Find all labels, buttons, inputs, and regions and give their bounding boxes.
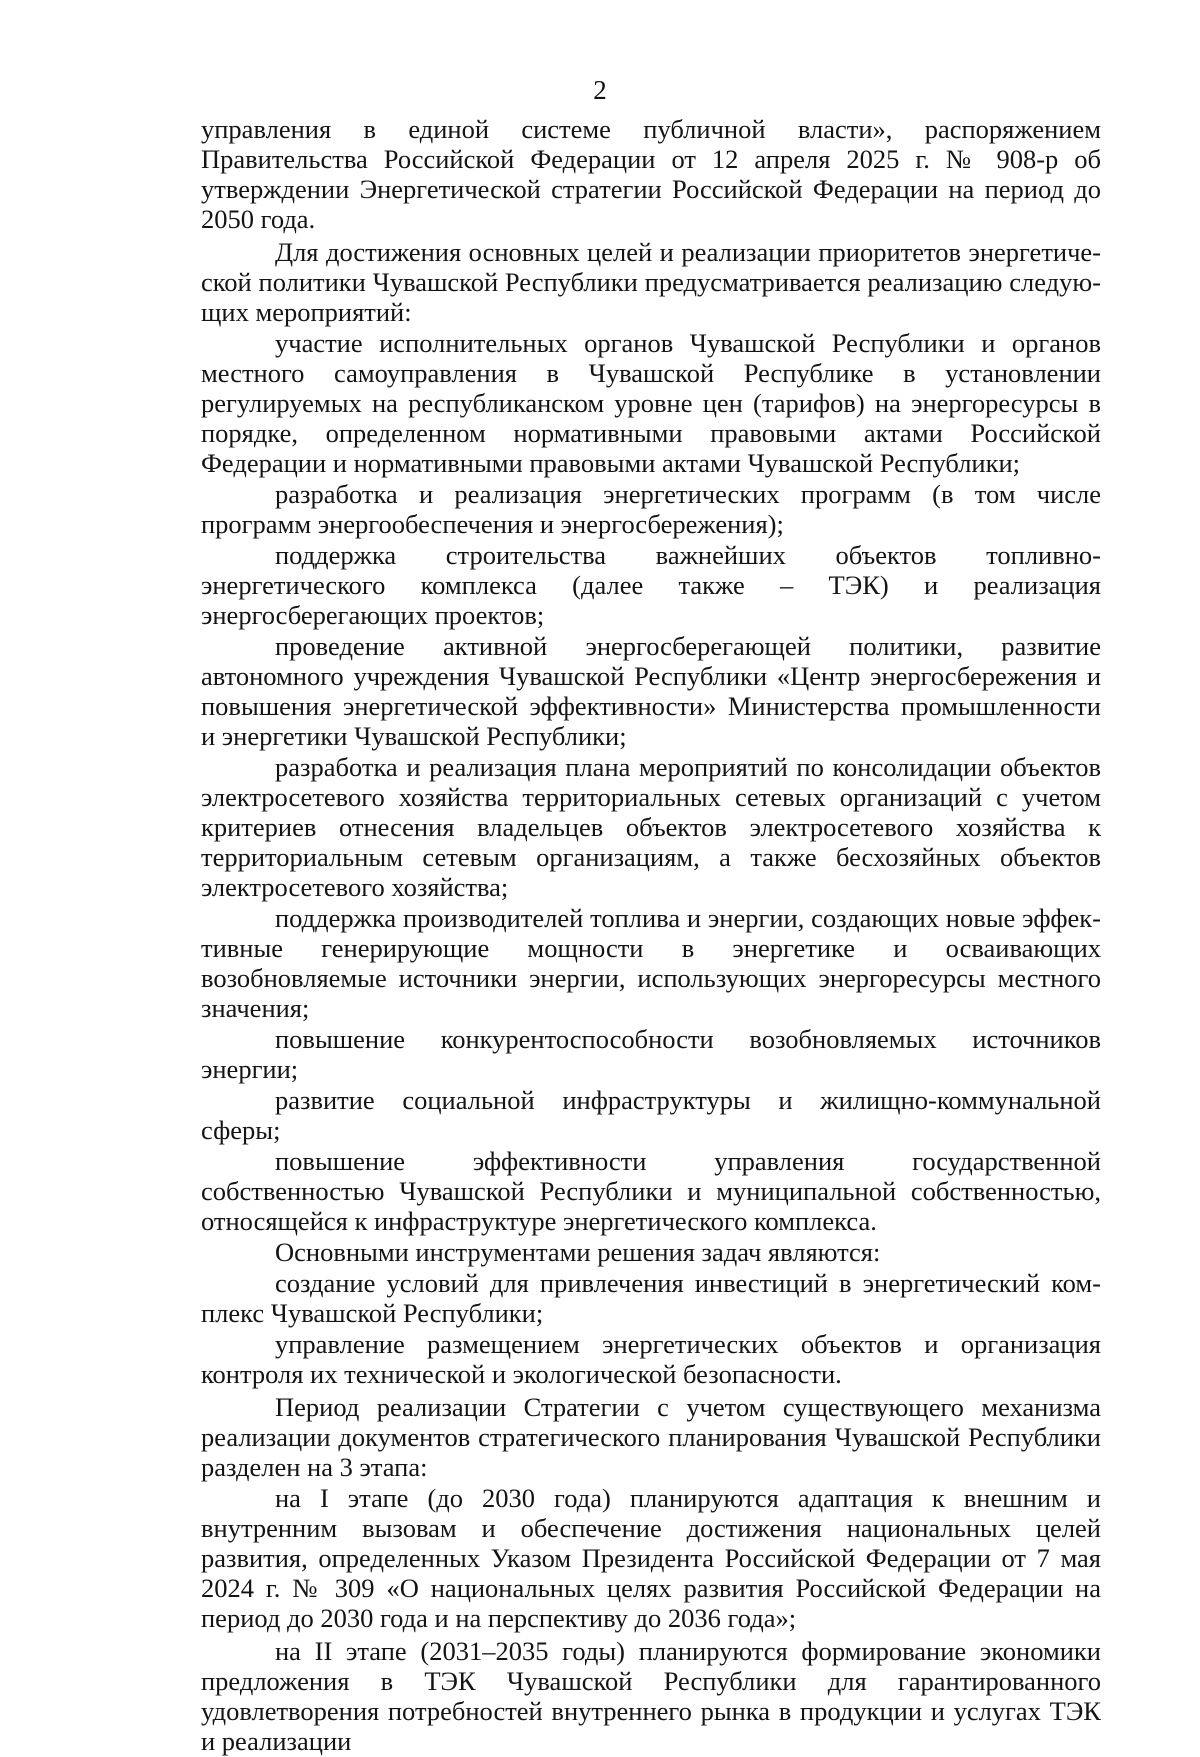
list-item-energy-programs: разработка и реализация энергетических программ (в том числе программ энергообеспечения и энергосбережения); [201,479,1101,539]
list-item-social-infrastructure: развитие социальной инфраструктуры и жилищно-коммунальной сферы; [201,1085,1101,1145]
list-item-stage-1: на I этапе (до 2030 года) планируются адаптация к внешним и внутренним вызовам и обеспечение достижения национальных целей развития, определенных Указом Президента Российской Федерации от 7 мая 2024 г. № 309 «О национальных целях развития Российской Федерации на период до 2030 года и на перспективу до 2036 года»; [201,1483,1101,1633]
paragraph-instruments: Основными инструментами решения задач являются: [275,1237,881,1267]
list-item-stage-2: на II этапе (2031–2035 годы) планируются формирование экономики предложения в ТЭК Чувашской Республики для гарантированного удовлетворения потребностей внутреннего рынка в продукции и услугах ТЭК и реализации [201,1636,1101,1756]
list-item-placement-control: управление размещением энергетических объектов и организация контроля их технической и экологической безопасности. [201,1329,1101,1389]
document-body [201,114,1101,1757]
list-item-property-management: повышение эффективности управления государственной собственностью Чувашской Республики и муниципальной собственностью, относящейся к инфраструктуре энергетического комплекса. [201,1146,1101,1236]
list-item-tek-construction: поддержка строительства важнейших объектов топливно-энергетического комплекса (далее также – ТЭК) и реализация энергосберегающих проектов; [201,540,1101,630]
list-item-grid-consolidation: разработка и реализация плана мероприятий по консолидации объектов электросетевого хозяйства территориальных сетевых организаций с учетом критериев отнесения владельцев объектов электросетевого хозяйства к территориальным сетевым организациям, а также бесхозяйных объектов электросетевого хозяйства; [201,752,1101,902]
list-item-energy-saving-policy: проведение активной энергосберегающей политики, развитие автономного учреждения Чувашской Республики «Центр энергосбережения и повышения энергетической эффективности» Министерства промышленности и энергетики Чувашской Республики; [201,631,1101,751]
paragraph-intro-measures: Для достижения основных целей и реализации приоритетов энергетической политики Чувашской Республики предусматривается реализацию следующих мероприятий: [201,237,1101,327]
paragraph-continuation: управления в единой системе публичной власти», распоряжением Правительства Российской Федерации от 12 апреля 2025 г. № 908-р об утверждении Энергетической стратегии Российской Федерации на период до 2050 года. [201,114,1101,234]
page-number: 2 [593,75,607,105]
paragraph-implementation-period: Период реализации Стратегии с учетом существующего механизма реализации документов стратегического планирования Чувашской Республики разделен на 3 этапа: [201,1392,1101,1482]
list-item-investments: создание условий для привлечения инвестиций в энергетический комплекс Чувашской Республики; [201,1268,1101,1328]
list-item-tariffs: участие исполнительных органов Чувашской Республики и органов местного самоуправления в Чувашской Республике в установлении регулируемых на республиканском уровне цен (тарифов) на энергоресурсы в порядке, определенном нормативными правовыми актами Российской Федерации и нормативными правовыми актами Чувашской Республики; [201,328,1101,478]
list-item-producers-support: поддержка производителей топлива и энергии, создающих новые эффективные генерирующие мощности в энергетике и осваивающих возобновляемые источники энергии, использующих энергоресурсы местного значения; [201,903,1101,1023]
list-item-renewables: повышение конкурентоспособности возобновляемых источников энергии; [201,1024,1101,1084]
